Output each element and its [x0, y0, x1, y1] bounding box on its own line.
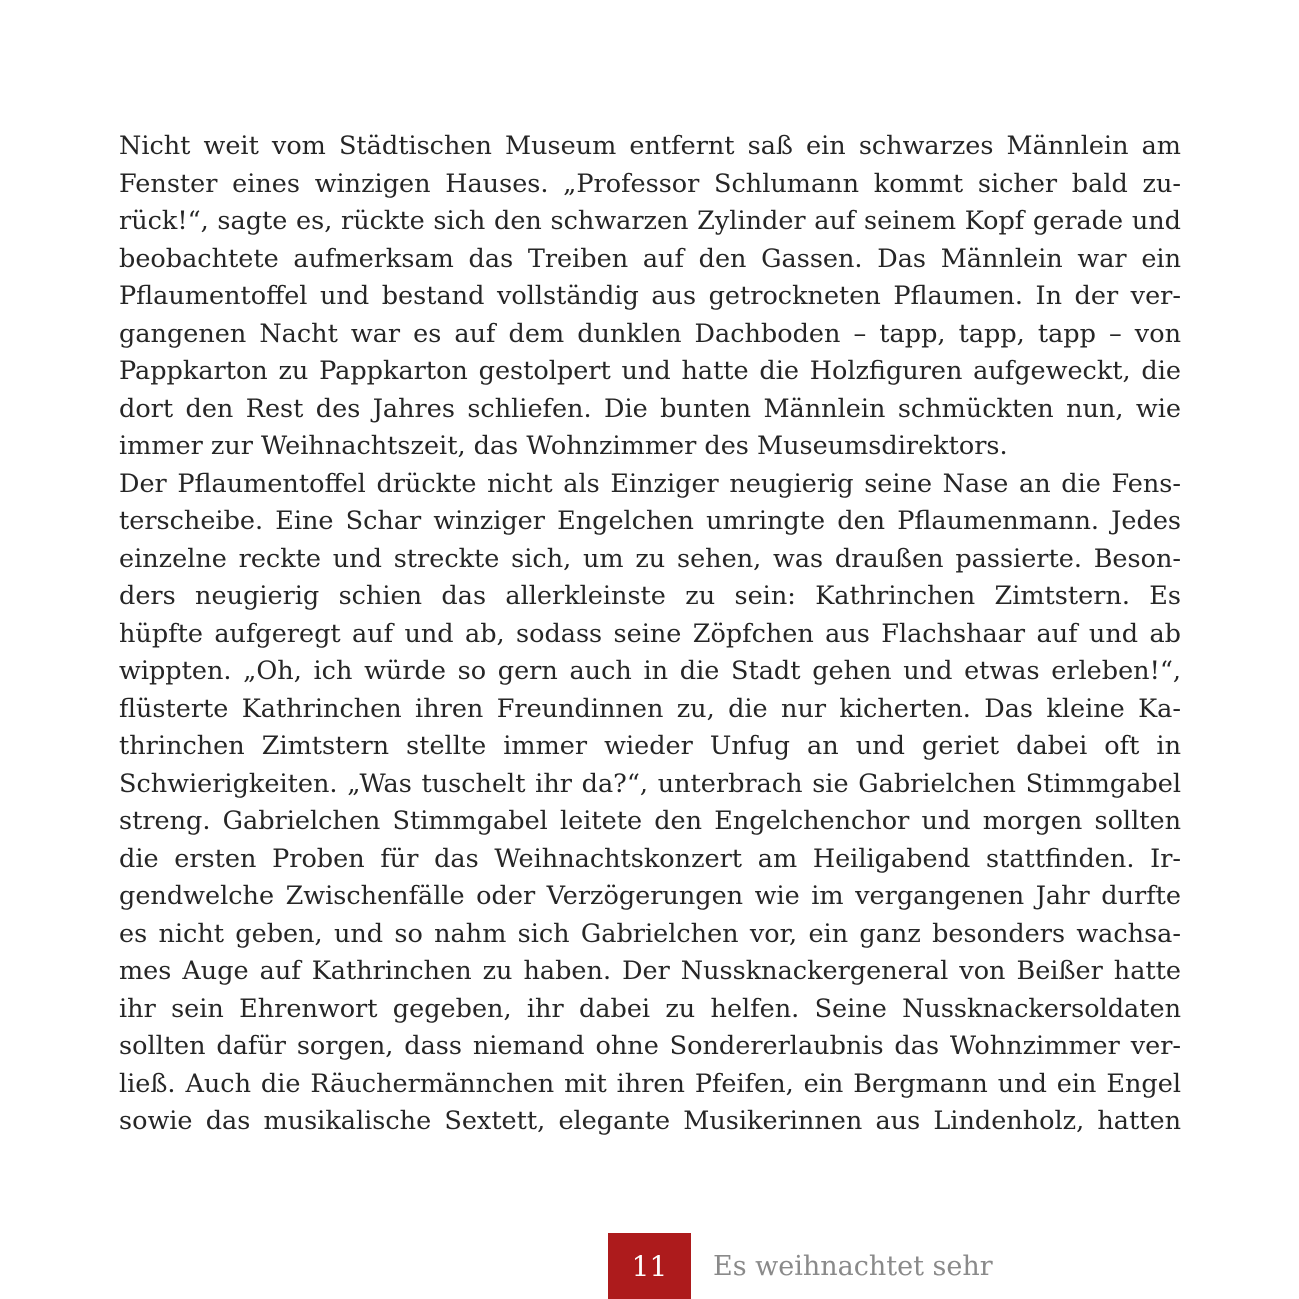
- text-line: terscheibe. Eine Schar winziger Engelchen umringte den Pflaumenmann. Jedes: [119, 506, 1181, 536]
- text-line: mes Auge auf Kathrinchen zu haben. Der Nussknackergeneral von Beißer hatte: [119, 956, 1181, 986]
- text-line: flüsterte Kathrinchen ihren Freundinnen zu, die nur kicherten. Das kleine Ka-: [119, 693, 1181, 724]
- text-line: sowie das musikalische Sextett, elegante Musikerinnen aus Lindenholz, hatten: [119, 1106, 1181, 1136]
- running-title: Es weihnachtet sehr: [713, 1250, 993, 1282]
- text-line: ders neugierig schien das allerkleinste zu sein: Kathrinchen Zimtstern. Es: [119, 581, 1181, 611]
- text-line: ließ. Auch die Räuchermännchen mit ihren Pfeifen, ein Bergmann und ein Engel: [119, 1068, 1181, 1099]
- text-line: Nicht weit vom Städtischen Museum entfernt saß ein schwarzes Männlein am: [119, 131, 1181, 161]
- text-line: ihr sein Ehrenwort gegeben, ihr dabei zu helfen. Seine Nussknackersoldaten: [119, 993, 1181, 1024]
- text-line: Fenster eines winzigen Hauses. „Professor Schlumann kommt sicher bald zu-: [119, 168, 1181, 199]
- text-line: Schwierigkeiten. „Was tuschelt ihr da?“, unterbrach sie Gabrielchen Stimmgabel: [119, 768, 1181, 799]
- text-line: beobachtete aufmerksam das Treiben auf den Gassen. Das Männlein war ein: [119, 243, 1181, 274]
- text-line: es nicht geben, und so nahm sich Gabrielchen vor, ein ganz besonders wachsa-: [119, 918, 1181, 949]
- text-line: dort den Rest des Jahres schliefen. Die bunten Männlein schmückten nun, wie: [119, 393, 1181, 424]
- text-line: Der Pflaumentoffel drückte nicht als Einziger neugierig seine Nase an die Fens-: [119, 468, 1181, 499]
- text-line: einzelne reckte und streckte sich, um zu sehen, was draußen passierte. Beson-: [119, 543, 1181, 574]
- page-footer: [608, 1233, 993, 1299]
- text-line: wippten. „Oh, ich würde so gern auch in die Stadt gehen und etwas erleben!“,: [119, 656, 1181, 686]
- text-line: hüpfte aufgeregt auf und ab, sodass seine Zöpfchen aus Flachshaar auf und ab: [119, 618, 1181, 649]
- text-line: streng. Gabrielchen Stimmgabel leitete den Engelchenchor und morgen sollten: [119, 806, 1181, 836]
- text-line: Pflaumentoffel und bestand vollständig aus getrockneten Pflaumen. In der ver-: [119, 281, 1181, 311]
- page-number: 11: [608, 1233, 691, 1299]
- body-text: [119, 128, 1181, 1141]
- text-line: thrinchen Zimtstern stellte immer wieder Unfug an und geriet dabei oft in: [119, 731, 1181, 761]
- text-line: rück!“, sagte es, rückte sich den schwarzen Zylinder auf seinem Kopf gerade und: [119, 206, 1181, 236]
- text-line: immer zur Weihnachtszeit, das Wohnzimmer des Museumsdirektors.: [119, 431, 1008, 461]
- text-line: die ersten Proben für das Weihnachtskonzert am Heiligabend stattfinden. Ir-: [119, 843, 1181, 874]
- text-line: Pappkarton zu Pappkarton gestolpert und hatte die Holzfiguren aufgeweckt, die: [119, 356, 1181, 386]
- text-line: gangenen Nacht war es auf dem dunklen Dachboden – tapp, tapp, tapp – von: [119, 318, 1181, 349]
- text-line: sollten dafür sorgen, dass niemand ohne Sondererlaubnis das Wohnzimmer ver-: [119, 1031, 1181, 1061]
- text-line: gendwelche Zwischenfälle oder Verzögerungen wie im vergangenen Jahr durfte: [119, 881, 1181, 911]
